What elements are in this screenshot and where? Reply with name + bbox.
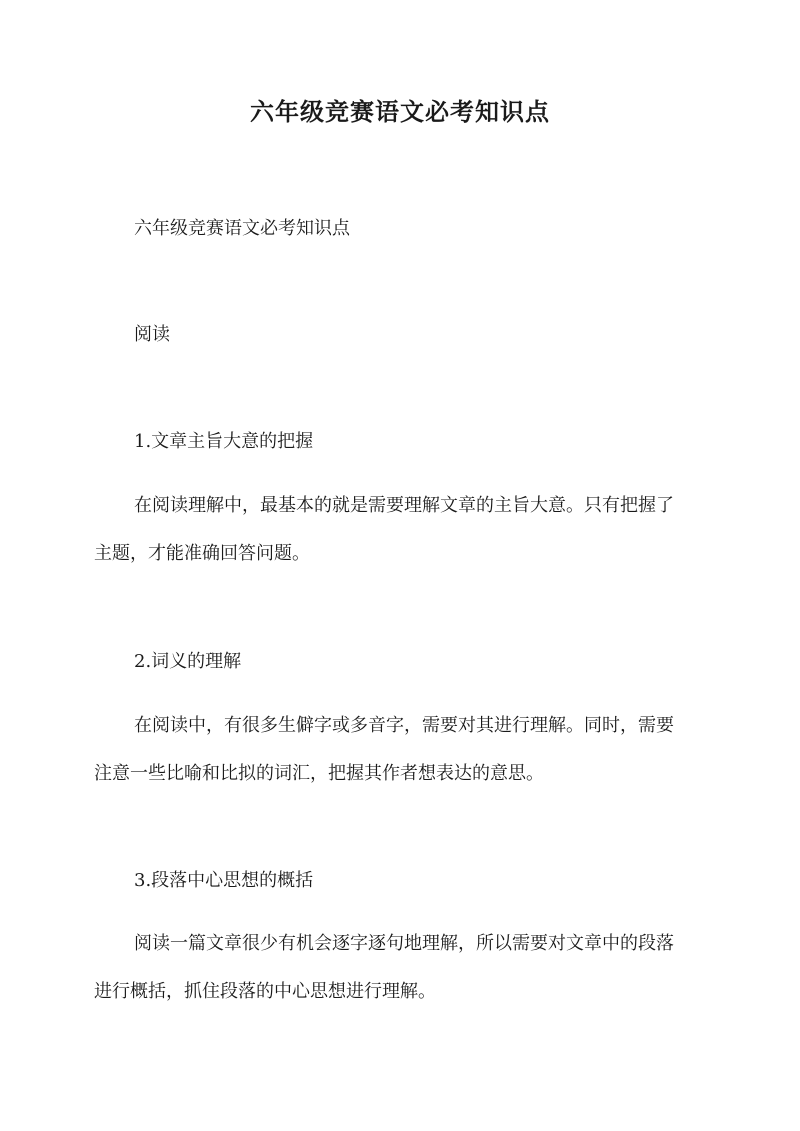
paragraph-1-line-1: 在阅读理解中，最基本的就是需要理解文章的主旨大意。只有把握了 xyxy=(134,495,674,516)
paragraph-2-line-2: 注意一些比喻和比拟的词汇，把握其作者想表达的意思。 xyxy=(94,763,544,784)
document-subtitle: 六年级竞赛语文必考知识点 xyxy=(134,218,350,239)
page-title: 六年级竞赛语文必考知识点 xyxy=(250,97,550,126)
subsection-heading-3: 3.段落中心思想的概括 xyxy=(134,870,314,891)
paragraph-2-line-1: 在阅读中，有很多生僻字或多音字，需要对其进行理解。同时，需要 xyxy=(134,715,674,736)
subsection-heading-1: 1.文章主旨大意的把握 xyxy=(134,431,314,452)
subsection-heading-2: 2.词义的理解 xyxy=(134,651,242,672)
paragraph-1-line-2: 主题，才能准确回答问题。 xyxy=(94,543,310,564)
section-heading-reading: 阅读 xyxy=(134,324,170,345)
paragraph-3-line-2: 进行概括，抓住段落的中心思想进行理解。 xyxy=(94,981,436,1002)
paragraph-3-line-1: 阅读一篇文章很少有机会逐字逐句地理解，所以需要对文章中的段落 xyxy=(134,933,674,954)
